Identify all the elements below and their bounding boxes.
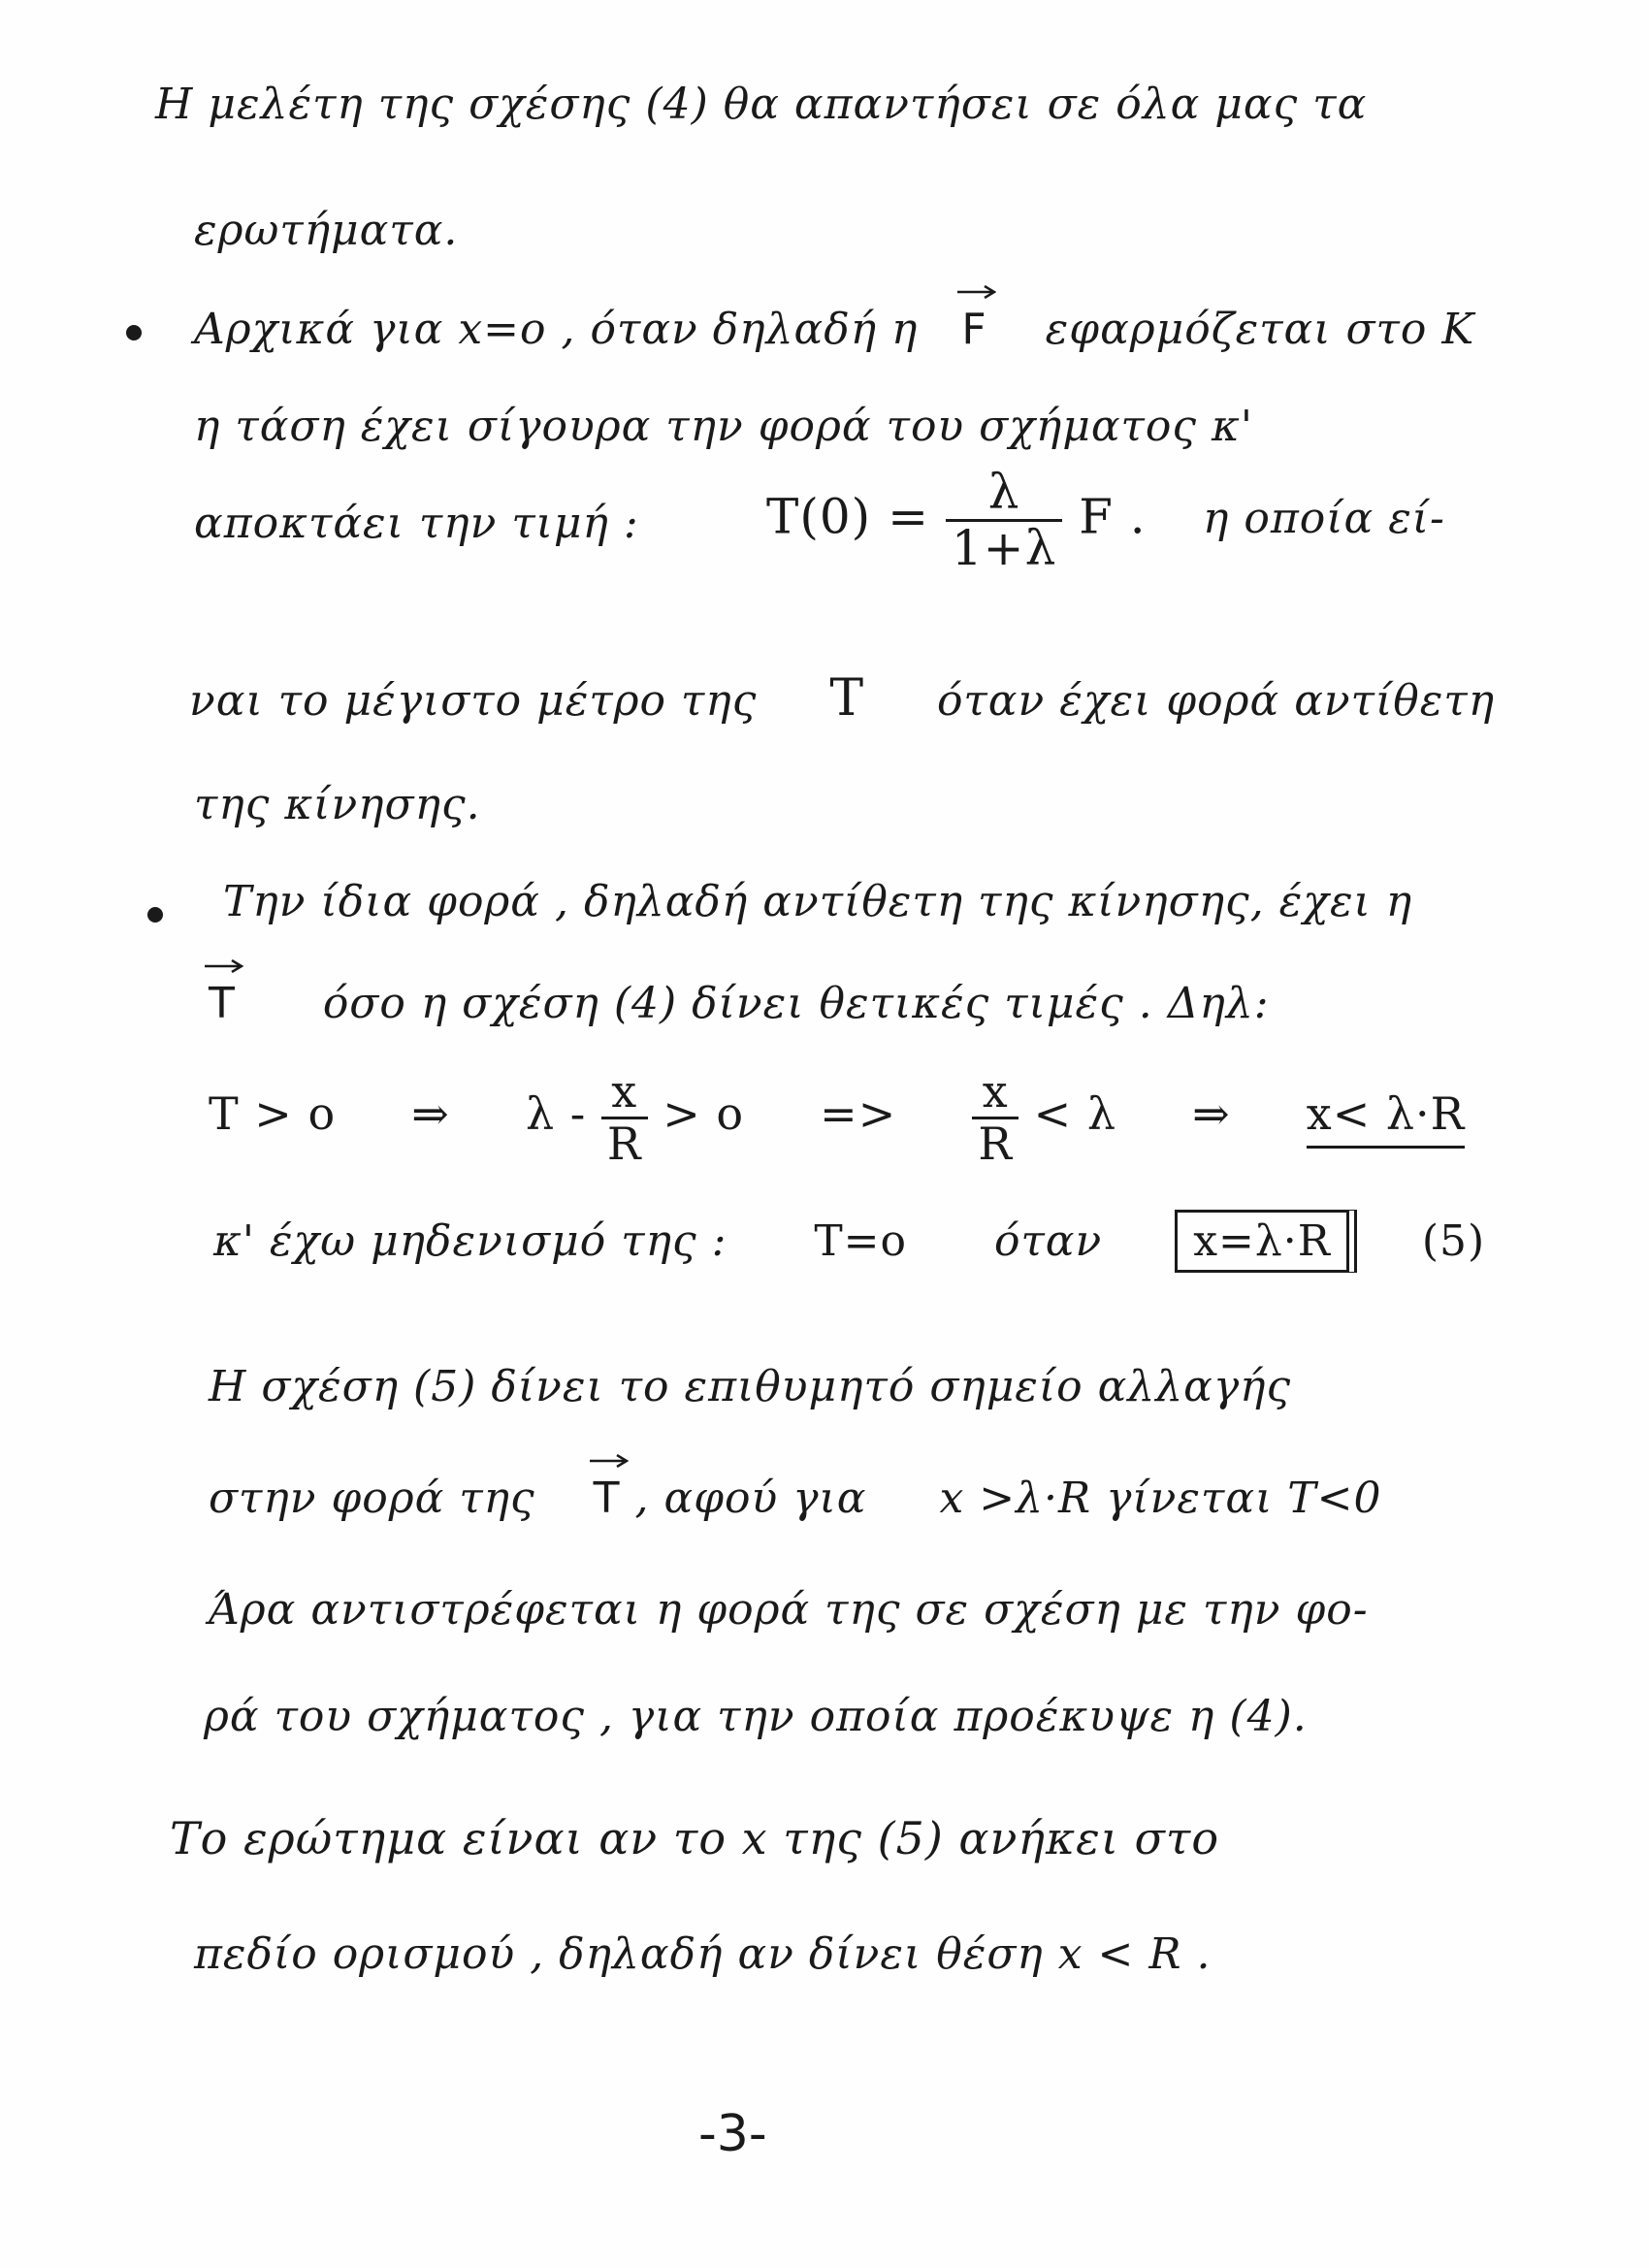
- fraction-2-denominator: R: [978, 1117, 1014, 1170]
- line-11-equation: T=o: [814, 1216, 908, 1266]
- fraction-1-denominator: R: [606, 1117, 642, 1170]
- text-line-5-post: [1203, 490, 1445, 548]
- equation-tag-5: (5): [1421, 1216, 1486, 1266]
- fraction-x-over-R-1: [601, 1067, 648, 1168]
- fraction-1-numerator: x: [601, 1067, 648, 1119]
- text-line-16: [170, 1809, 1219, 1867]
- line-4-text: η τάση έχει σίγουρα την φορά του σχήματος κ': [194, 402, 1253, 451]
- line-5-text-pre: αποκτάει την τιμή :: [194, 499, 639, 548]
- implies-arrow-icon: ⇒: [1192, 1087, 1231, 1141]
- formula-T0-rhs: F: [1079, 488, 1114, 545]
- line-13-text-mid: , αφού για: [634, 1474, 867, 1523]
- fraction-x-over-R-2: [972, 1067, 1018, 1168]
- line-11-text-mid: όταν: [993, 1216, 1103, 1266]
- text-line-3: [194, 301, 1474, 359]
- implies-arrow-icon: ⇒: [411, 1087, 450, 1141]
- text-line-2: [194, 202, 458, 260]
- text-line-8: [223, 873, 1412, 931]
- line-3-text-post: εφαρμόζεται στο K: [1045, 305, 1475, 354]
- vector-F: [961, 301, 986, 359]
- text-line-1: [155, 76, 1367, 134]
- text-line-7: [194, 776, 481, 834]
- text-line-12: [209, 1358, 1291, 1416]
- formula-T0-denominator: 1+λ: [951, 520, 1057, 576]
- formula-T0-lhs: T(0) =: [766, 488, 929, 545]
- line-6-symbol-T: T: [829, 669, 864, 728]
- vector-arrow-icon: [205, 959, 243, 973]
- line-6-text-pre: ναι το μέγιστο μέτρο της: [189, 676, 758, 726]
- formula-T0-dot: .: [1129, 488, 1147, 545]
- bullet-point-1: [126, 325, 142, 340]
- line-11-text-pre: κ' έχω μηδενισμό της :: [213, 1216, 728, 1266]
- line-15-text: ρά του σχήματος , για την οποία προέκυψε η (4).: [204, 1692, 1308, 1741]
- vector-T-label: T: [593, 1474, 621, 1523]
- line-8-text: Την ίδια φορά , δηλαδή αντίθετη της κίνησης, έχει η: [223, 877, 1413, 926]
- text-line-6: [189, 669, 1495, 730]
- text-line-13: [209, 1470, 1382, 1528]
- vector-arrow-icon: [957, 285, 996, 299]
- inequality-part-2-pre: λ -: [525, 1087, 587, 1141]
- text-line-15: [204, 1688, 1308, 1746]
- formula-T0-fraction: [946, 466, 1062, 575]
- inequality-part-2-post: > o: [663, 1087, 745, 1141]
- line-3-text-pre: Αρχικά για x=o , όταν δηλαδή η: [194, 305, 919, 354]
- line-12-text: Η σχέση (5) δίνει το επιθυμητό σημείο αλλαγής: [209, 1362, 1292, 1411]
- line-6-text-post: όταν έχει φορά αντίθετη: [936, 676, 1496, 726]
- vector-T: [209, 975, 236, 1033]
- bullet-point-2: [147, 907, 163, 923]
- text-line-9: [209, 975, 1270, 1033]
- line-13-text-pre: στην φορά της: [209, 1474, 535, 1523]
- line-1-text: Η μελέτη της σχέσης (4) θα απαντήσει σε όλα μας τα: [155, 80, 1368, 129]
- line-9-text-post: όσο η σχέση (4) δίνει θετικές τιμές . Δηλ:: [322, 979, 1270, 1028]
- vector-T-label: T: [209, 979, 236, 1028]
- line-7-text: της κίνησης.: [194, 780, 481, 829]
- line-2-text: ερωτήματα.: [194, 206, 459, 255]
- vector-F-label: F: [961, 305, 987, 354]
- page-number: -3-: [698, 2105, 767, 2163]
- text-line-14: [209, 1581, 1369, 1639]
- text-line-5: [194, 495, 639, 553]
- vector-T: [594, 1470, 621, 1528]
- implies-arrow-icon: =>: [820, 1087, 897, 1141]
- inequality-part-1: T > o: [209, 1087, 337, 1141]
- text-line-11: [213, 1213, 1485, 1271]
- line-14-text: Άρα αντιστρέφεται η φορά της σε σχέση με την φο-: [209, 1585, 1369, 1635]
- text-line-4: [194, 398, 1253, 456]
- inequality-part-3-post: < λ: [1033, 1087, 1116, 1141]
- line-13-text-post: x >λ·R γίνεται T<0: [939, 1474, 1382, 1523]
- vector-arrow-icon: [590, 1454, 629, 1468]
- fraction-2-numerator: x: [972, 1067, 1018, 1119]
- line-5-text-post: η οποία εί-: [1203, 494, 1445, 543]
- formula-T0: [766, 466, 1147, 575]
- inequality-chain: [209, 1067, 1465, 1168]
- formula-T0-numerator: λ: [946, 466, 1062, 522]
- boxed-result-equation: x=λ·R: [1175, 1210, 1349, 1273]
- inequality-result-underlined: x< λ·R: [1307, 1087, 1466, 1149]
- text-line-17: [194, 1926, 1212, 1984]
- line-16-text: Το ερώτημα είναι αν το x της (5) ανήκει στο: [170, 1812, 1220, 1864]
- line-17-text: πεδίο ορισμού , δηλαδή αν δίνει θέση x < R .: [194, 1929, 1212, 1979]
